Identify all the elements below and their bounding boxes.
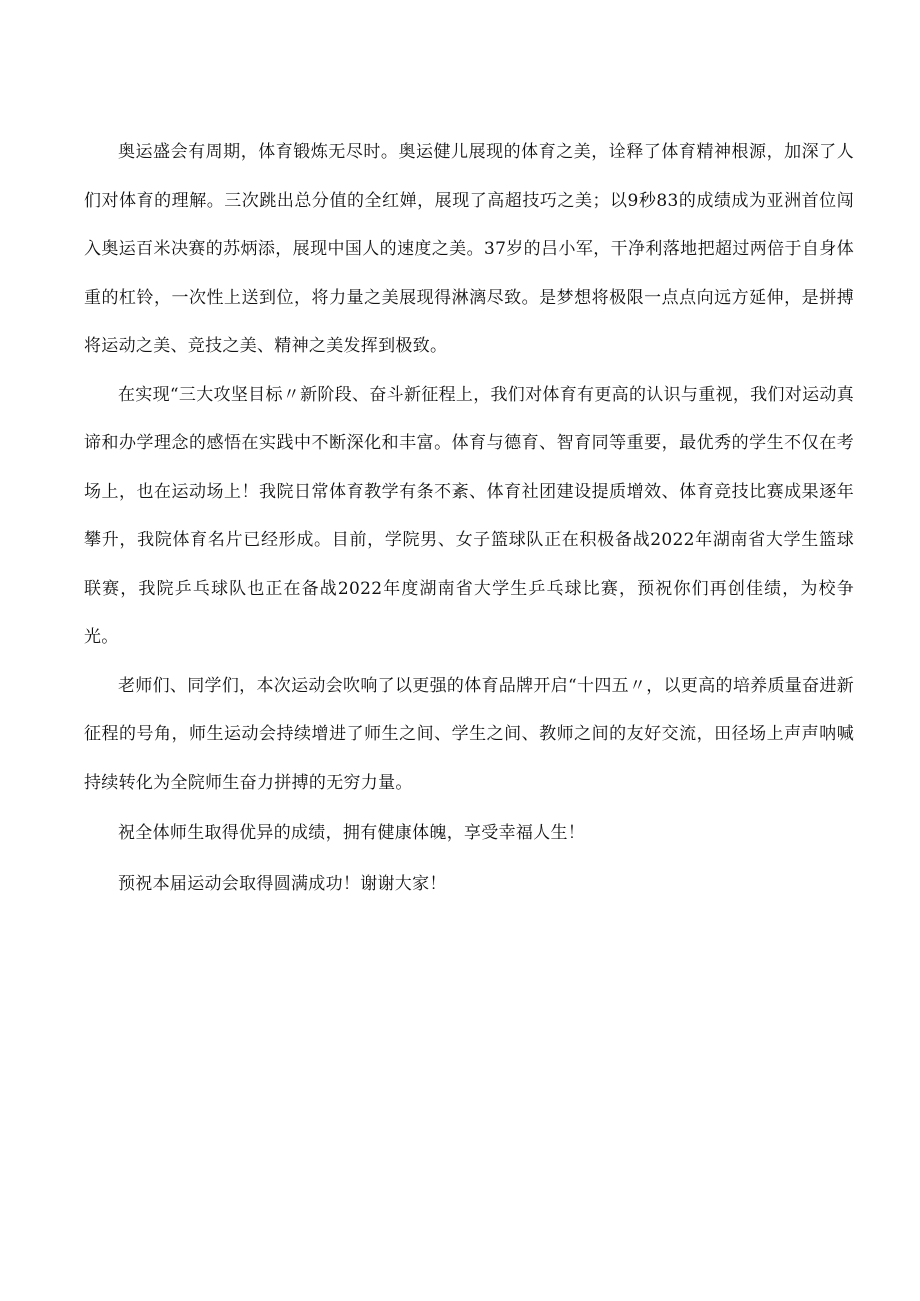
paragraph-sports-meeting: 老师们、同学们，本次运动会吹响了以更强的体育品牌开启“十四五〃，以更高的培养质量奋进新征程的号角，师生运动会持续增进了师生之间、学生之间、教师之间的友好交流，田径场上声声呐喊持续转化为全院师生奋力拼搏的无穷力量。 [84,675,854,793]
paragraph-olympics: 奥运盛会有周期，体育锻炼无尽时。奥运健儿展现的体育之美，诠释了体育精神根源，加深了人们对体育的理解。三次跳出总分值的全红婵，展现了高超技巧之美；以9秒83的成绩成为亚洲首位闯入奥运百米决赛的苏炳添，展现中国人的速度之美。37岁的吕小军，干净利落地把超过两倍于自身体重的杠铃，一次性上送到位，将力量之美展现得淋漓尽致。是梦想将极限一点点向远方延伸，是拼搏将运动之美、竞技之美、精神之美发挥到极致。 [84,142,854,356]
paragraph-sports-education: 在实现“三大攻坚目标〃新阶段、奋斗新征程上，我们对体育有更高的认识与重视，我们对运动真谛和办学理念的感悟在实践中不断深化和丰富。体育与德育、智育同等重要，最优秀的学生不仅在考场上，也在运动场上！我院日常体育教学有条不紊、体育社团建设提质增效、体育竞技比赛成果逐年攀升，我院体育名片已经形成。目前，学院男、女子篮球队正在积极备战2022年湖南省大学生篮球联赛，我院乒乓球队也正在备战2022年度湖南省大学生乒乓球比赛，预祝你们再创佳绩，为校争光。 [84,384,854,647]
paragraph-wishes: 祝全体师生取得优异的成绩，拥有健康体魄，享受幸福人生！ [118,823,586,843]
paragraph-closing: 预祝本届运动会取得圆满成功！谢谢大家！ [118,873,447,894]
document-body [84,128,854,908]
